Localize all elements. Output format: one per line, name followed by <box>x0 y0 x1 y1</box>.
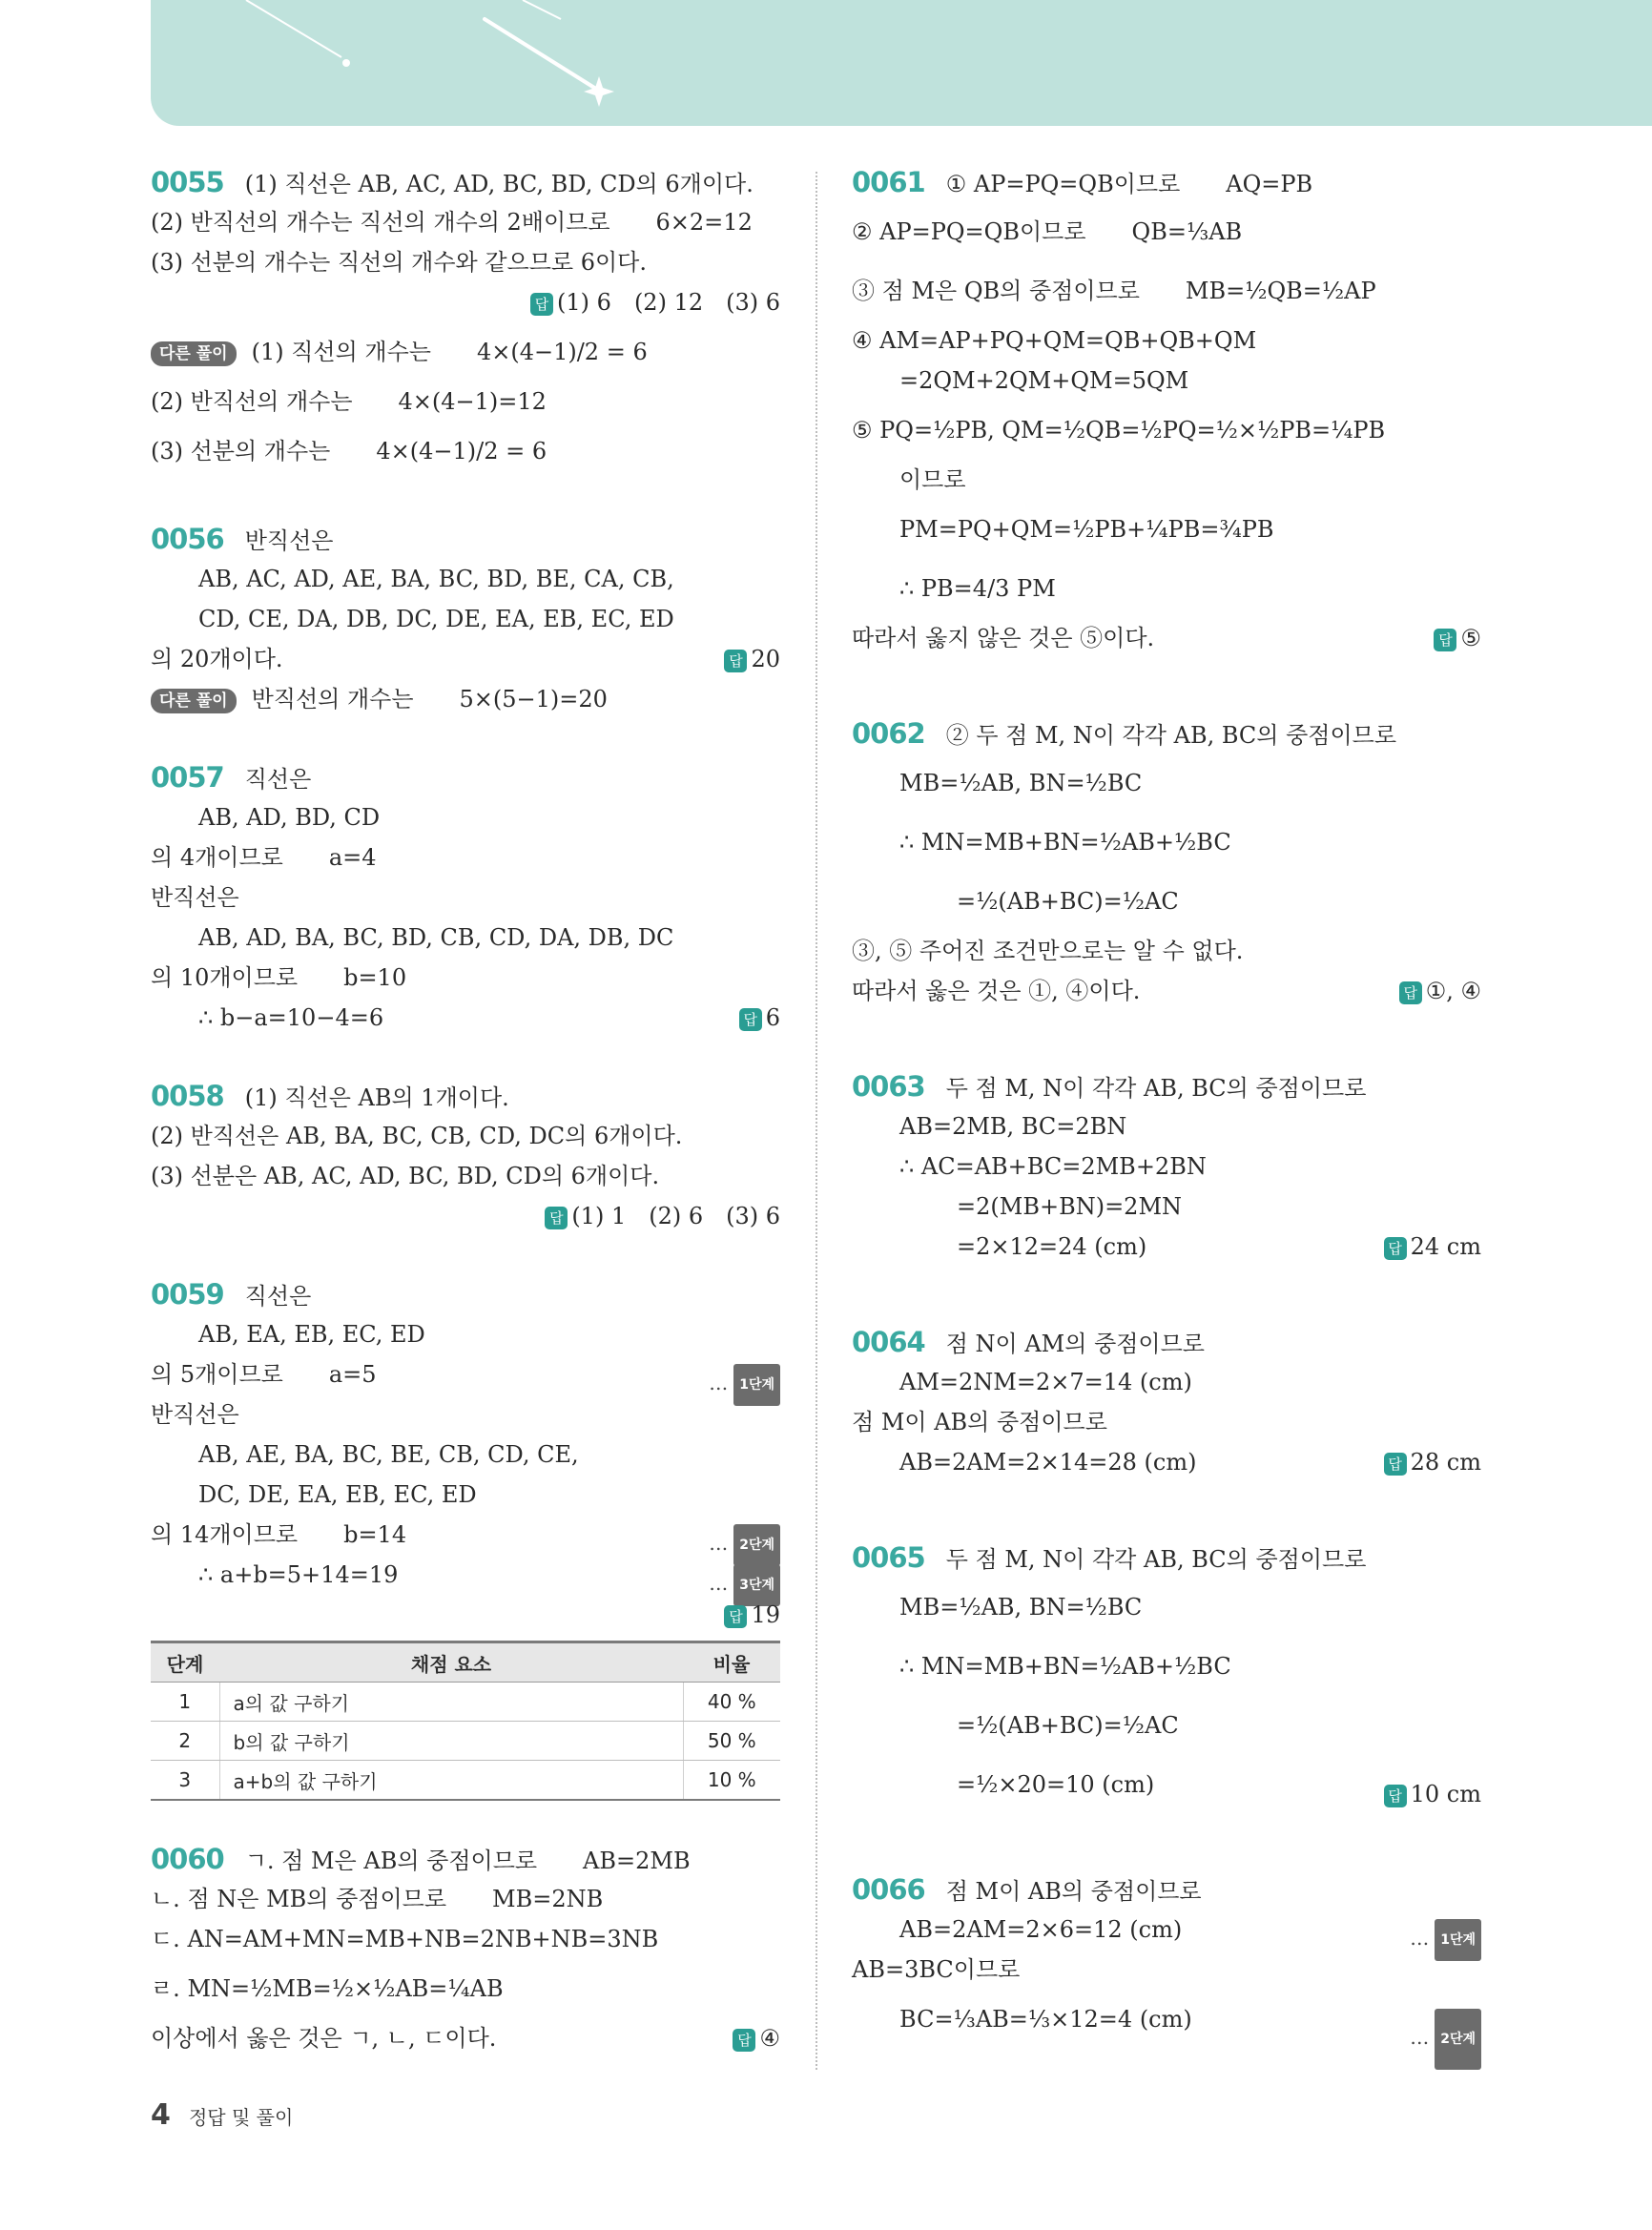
step-tag: 3단계 <box>733 1564 780 1606</box>
score-row <box>151 1761 780 1801</box>
text-line <box>852 618 1481 658</box>
answer-badge: 답 <box>724 650 747 672</box>
answer-value: 24 cm <box>1410 1233 1481 1260</box>
text-line <box>151 1354 780 1394</box>
column-divider <box>816 172 817 2070</box>
text-line <box>852 1362 1481 1402</box>
answer-value: 10 cm <box>1410 1781 1481 1807</box>
line-text: AB, AD, BD, CD <box>198 804 381 831</box>
text-line <box>151 958 780 998</box>
line-text: MB=½AB, BN=½BC <box>899 1594 1143 1621</box>
right-column <box>852 162 1481 2049</box>
text-line <box>852 261 1481 320</box>
answer <box>733 2018 780 2058</box>
answer <box>1384 1227 1481 1267</box>
line-text: 의 5개이므로 a=5 <box>151 1361 377 1388</box>
problem-number: 0056 <box>151 523 224 555</box>
line-text: AB, EA, EB, EC, ED <box>198 1321 425 1348</box>
text-line <box>852 1442 1481 1482</box>
spacer <box>151 719 780 757</box>
text-line <box>852 813 1481 872</box>
text-line <box>151 1314 780 1354</box>
text-line <box>852 460 1481 500</box>
text-line <box>151 2018 780 2058</box>
answer-value: ④ <box>759 2025 780 2052</box>
alt-solution-label: 다른 풀이 <box>151 341 237 366</box>
answer <box>1384 1442 1481 1482</box>
score-header-row <box>151 1642 780 1683</box>
answer <box>1399 971 1481 1011</box>
text-line <box>852 361 1481 401</box>
line-text: 점 N이 AM의 중점이므로 <box>945 1331 1205 1357</box>
line-text: =2QM+2QM+QM=5QM <box>899 367 1189 394</box>
line-text: ∴ MN=MB+BN=½AB+½BC <box>899 1653 1231 1680</box>
line-text: 반직선은 <box>151 884 239 911</box>
text-line <box>852 1637 1481 1696</box>
line-text: ∴ AC=AB+BC=2MB+2BN <box>899 1153 1207 1180</box>
text-line <box>852 1146 1481 1187</box>
decorative-shooting-star <box>151 0 818 126</box>
line-text: (3) 선분의 개수는 직선의 개수와 같으므로 6이다. <box>151 249 647 276</box>
text-line <box>852 1910 1481 1950</box>
line-text: 의 10개이므로 b=10 <box>151 964 407 991</box>
step-dots: … <box>709 1372 729 1394</box>
line-text: PM=PQ+QM=½PB+¼PB=¾PB <box>899 516 1274 543</box>
answer <box>724 639 780 679</box>
text-line <box>852 1227 1481 1267</box>
text-line <box>151 1959 780 2018</box>
text-line <box>852 1696 1481 1755</box>
score-row <box>151 1722 780 1761</box>
line-text: 의 14개이므로 b=14 <box>151 1521 407 1548</box>
text-line <box>151 202 780 242</box>
line-text: ⑤ PQ=½PB, QM=½QB=½PQ=½×½PB=¼PB <box>852 417 1386 444</box>
text-line <box>151 1515 780 1555</box>
left-column <box>151 162 780 2058</box>
text-line <box>852 1106 1481 1146</box>
step-tag: 1단계 <box>733 1364 780 1406</box>
text-line <box>151 422 780 481</box>
line-text: 의 4개이므로 a=4 <box>151 844 377 871</box>
text-line <box>151 1555 780 1595</box>
score-cell: b의 값 구하기 <box>219 1722 683 1761</box>
line-text: ∴ PB=4/3 PM <box>899 575 1056 602</box>
text-line <box>151 1076 780 1116</box>
line-text: 반직선의 개수는 5×(5−1)=20 <box>251 686 608 712</box>
page-number: 4 <box>151 2098 171 2132</box>
footer-title: 정답 및 풀이 <box>188 2106 294 2129</box>
line-text: =½(AB+BC)=½AC <box>957 888 1179 915</box>
line-text: 점 M이 AB의 중점이므로 <box>945 1878 1202 1905</box>
answer-badge: 답 <box>530 293 553 316</box>
line-text: ㄹ. MN=½MB=½×½AB=¼AB <box>151 1975 504 2002</box>
answer-line <box>151 1595 780 1635</box>
text-line <box>852 1538 1481 1578</box>
line-text: 의 20개이다. <box>151 646 283 672</box>
line-text: =½(AB+BC)=½AC <box>957 1712 1179 1739</box>
problem-number: 0065 <box>852 1541 925 1574</box>
score-cell: 10 % <box>683 1761 780 1801</box>
text-line <box>151 1435 780 1475</box>
answer-value: ①, ④ <box>1425 978 1481 1004</box>
score-cell: 1 <box>151 1683 219 1722</box>
text-line <box>852 401 1481 460</box>
line-text: ∴ b−a=10−4=6 <box>198 1004 384 1031</box>
line-text: 반직선은 <box>151 1401 239 1428</box>
line-text: (3) 선분의 개수는 4×(4−1)/2 = 6 <box>151 438 547 465</box>
line-text: ③ 점 M은 QB의 중점이므로 MB=½QB=½AP <box>852 278 1376 304</box>
line-text: (1) 직선의 개수는 4×(4−1)/2 = 6 <box>251 339 648 365</box>
text-line <box>852 1950 1481 1990</box>
answer <box>739 998 780 1038</box>
line-text: ∴ a+b=5+14=19 <box>198 1561 399 1588</box>
line-text: (1) 직선은 AB의 1개이다. <box>244 1084 509 1111</box>
line-text: =2×12=24 (cm) <box>957 1233 1147 1260</box>
header-banner <box>151 0 1652 126</box>
problem-number: 0060 <box>151 1843 224 1875</box>
step-dots: … <box>1410 1927 1430 1950</box>
line-text: ① AP=PQ=QB이므로 AQ=PB <box>945 171 1313 197</box>
line-text: BC=⅓AB=⅓×12=4 (cm) <box>899 2006 1192 2033</box>
answer-line <box>151 1196 780 1236</box>
line-text: 점 M이 AB의 중점이므로 <box>852 1409 1107 1435</box>
answer-value: 19 <box>751 1601 780 1628</box>
text-line <box>151 1475 780 1515</box>
text-line <box>151 559 780 599</box>
text-line <box>852 713 1481 754</box>
answer-value: ⑤ <box>1460 625 1481 651</box>
answer <box>724 1595 780 1635</box>
answer-value: 28 cm <box>1410 1449 1481 1476</box>
answer-badge: 답 <box>1384 1785 1407 1807</box>
line-text: AB=2AM=2×6=12 (cm) <box>899 1916 1183 1943</box>
answer-badge: 답 <box>1434 629 1456 651</box>
line-text: 직선은 <box>244 766 312 793</box>
line-text: 따라서 옳은 것은 ①, ④이다. <box>852 978 1141 1004</box>
problem-number: 0058 <box>151 1080 224 1112</box>
text-line <box>151 757 780 797</box>
text-line <box>852 320 1481 361</box>
line-text: AB=2MB, BC=2BN <box>899 1113 1127 1140</box>
step-dots: … <box>709 1572 729 1595</box>
step-tag: 2단계 <box>1435 2009 1481 2070</box>
text-line <box>852 202 1481 261</box>
answer-badge: 답 <box>1384 1237 1407 1260</box>
step-dots: … <box>709 1532 729 1555</box>
text-line <box>852 754 1481 813</box>
line-text: AM=2NM=2×7=14 (cm) <box>899 1369 1192 1395</box>
line-text: 직선은 <box>244 1283 312 1310</box>
text-line <box>852 1990 1481 2049</box>
answer <box>1384 1765 1481 1824</box>
text-line <box>852 1869 1481 1910</box>
text-line <box>852 1066 1481 1106</box>
step-tag: 2단계 <box>733 1524 780 1566</box>
line-text: ③, ⑤ 주어진 조건만으로는 알 수 없다. <box>852 938 1244 964</box>
text-line <box>151 998 780 1038</box>
line-text: MB=½AB, BN=½BC <box>899 770 1143 796</box>
line-text: (2) 반직선의 개수는 직선의 개수의 2배이므로 6×2=12 <box>151 209 753 236</box>
line-text: (1) 직선은 AB, AC, AD, BC, BD, CD의 6개이다. <box>244 171 754 197</box>
spacer <box>852 1011 1481 1066</box>
score-cell: a+b의 값 구하기 <box>219 1761 683 1801</box>
text-line <box>151 322 780 382</box>
text-line <box>151 639 780 679</box>
text-line <box>852 1322 1481 1362</box>
line-text: ④ AM=AP+PQ+QM=QB+QB+QM <box>852 327 1257 354</box>
text-line <box>151 1839 780 1879</box>
text-line <box>852 971 1481 1011</box>
score-cell: 50 % <box>683 1722 780 1761</box>
step-tag: 1단계 <box>1435 1919 1481 1961</box>
score-table <box>151 1641 780 1801</box>
line-text: AB=3BC이므로 <box>852 1956 1021 1983</box>
answer-badge: 답 <box>545 1207 568 1229</box>
line-text: 따라서 옳지 않은 것은 ⑤이다. <box>852 625 1155 651</box>
text-line <box>852 1755 1481 1814</box>
line-text: 두 점 M, N이 각각 AB, BC의 중점이므로 <box>945 1546 1367 1573</box>
answer-value: 20 <box>751 646 780 672</box>
text-line <box>151 797 780 837</box>
text-line <box>151 162 780 202</box>
line-text: AB, AE, BA, BC, BE, CB, CD, CE, <box>198 1441 579 1468</box>
line-text: (2) 반직선의 개수는 4×(4−1)=12 <box>151 388 547 415</box>
line-text: DC, DE, EA, EB, EC, ED <box>198 1481 477 1508</box>
spacer <box>852 1482 1481 1538</box>
line-text: =2(MB+BN)=2MN <box>957 1193 1183 1220</box>
line-text: AB=2AM=2×14=28 (cm) <box>899 1449 1197 1476</box>
score-header-cell: 단계 <box>151 1642 219 1683</box>
line-text: 반직선은 <box>244 527 334 554</box>
text-line <box>151 1879 780 1919</box>
line-text: ② AP=PQ=QB이므로 QB=⅓AB <box>852 218 1243 245</box>
text-line <box>151 1156 780 1196</box>
text-line <box>852 559 1481 618</box>
answer-value: 6 <box>765 1004 780 1031</box>
text-line <box>151 1394 780 1435</box>
text-line <box>151 599 780 639</box>
answer-line <box>151 282 780 322</box>
text-line <box>852 1187 1481 1227</box>
line-text: ㄷ. AN=AM+MN=MB+NB=2NB+NB=3NB <box>151 1926 659 1952</box>
problem-number: 0059 <box>151 1278 224 1311</box>
page-footer <box>151 2098 293 2132</box>
problem-number: 0063 <box>852 1070 925 1103</box>
text-line <box>852 872 1481 931</box>
answer-badge: 답 <box>739 1008 762 1031</box>
spacer <box>852 658 1481 713</box>
answer-badge: 답 <box>1384 1453 1407 1476</box>
alt-solution-label: 다른 풀이 <box>151 689 237 713</box>
spacer <box>151 481 780 519</box>
step-marker <box>1410 2008 1481 2070</box>
score-row <box>151 1683 780 1722</box>
text-line <box>852 1402 1481 1442</box>
spacer <box>151 1038 780 1076</box>
text-line <box>151 1274 780 1314</box>
spacer <box>151 1801 780 1839</box>
text-line <box>151 519 780 559</box>
text-line <box>852 162 1481 202</box>
problem-number: 0066 <box>852 1873 925 1906</box>
line-text: (3) 선분은 AB, AC, AD, BC, BD, CD의 6개이다. <box>151 1163 660 1189</box>
text-line <box>151 382 780 422</box>
answer-value: (1) 6 (2) 12 (3) 6 <box>557 289 780 316</box>
line-text: CD, CE, DA, DB, DC, DE, EA, EB, EC, ED <box>198 606 674 632</box>
score-header-cell: 비율 <box>683 1642 780 1683</box>
text-line <box>852 931 1481 971</box>
score-header-cell: 채점 요소 <box>219 1642 683 1683</box>
line-text: ㄴ. 점 N은 MB의 중점이므로 MB=2NB <box>151 1886 604 1912</box>
line-text: ∴ MN=MB+BN=½AB+½BC <box>899 829 1231 856</box>
answer-value: (1) 1 (2) 6 (3) 6 <box>571 1203 780 1229</box>
text-line <box>151 837 780 878</box>
spacer <box>852 1267 1481 1322</box>
score-cell: 2 <box>151 1722 219 1761</box>
score-cell: a의 값 구하기 <box>219 1683 683 1722</box>
line-text: AB, AD, BA, BC, BD, CB, CD, DA, DB, DC <box>198 924 674 951</box>
text-line <box>151 918 780 958</box>
text-line <box>151 242 780 282</box>
problem-number: 0055 <box>151 166 224 198</box>
answer-badge: 답 <box>733 2029 755 2052</box>
text-line <box>151 679 780 719</box>
score-cell: 3 <box>151 1761 219 1801</box>
line-text: 이상에서 옳은 것은 ㄱ, ㄴ, ㄷ이다. <box>151 2025 497 2052</box>
answer-badge: 답 <box>724 1605 747 1628</box>
score-cell: 40 % <box>683 1683 780 1722</box>
problem-number: 0057 <box>151 761 224 794</box>
answer <box>545 1196 780 1236</box>
spacer <box>151 1236 780 1274</box>
text-line <box>852 1578 1481 1637</box>
line-text: (2) 반직선은 AB, BA, BC, CB, CD, DC의 6개이다. <box>151 1123 683 1149</box>
line-text: =½×20=10 (cm) <box>957 1771 1155 1798</box>
text-line <box>151 878 780 918</box>
text-line <box>852 500 1481 559</box>
line-text: 이므로 <box>899 466 966 493</box>
line-text: ㄱ. 점 M은 AB의 중점이므로 AB=2MB <box>244 1848 691 1874</box>
line-text: AB, AC, AD, AE, BA, BC, BD, BE, CA, CB, <box>198 566 674 592</box>
problem-number: 0064 <box>852 1326 925 1358</box>
line-text: ② 두 점 M, N이 각각 AB, BC의 중점이므로 <box>945 722 1397 749</box>
answer <box>530 282 780 322</box>
text-line <box>151 1116 780 1156</box>
answer <box>1434 618 1481 658</box>
answer-badge: 답 <box>1399 981 1422 1004</box>
problem-number: 0061 <box>852 166 925 198</box>
text-line <box>151 1919 780 1959</box>
problem-number: 0062 <box>852 717 925 750</box>
line-text: 두 점 M, N이 각각 AB, BC의 중점이므로 <box>945 1075 1367 1102</box>
step-dots: … <box>1410 2026 1430 2049</box>
